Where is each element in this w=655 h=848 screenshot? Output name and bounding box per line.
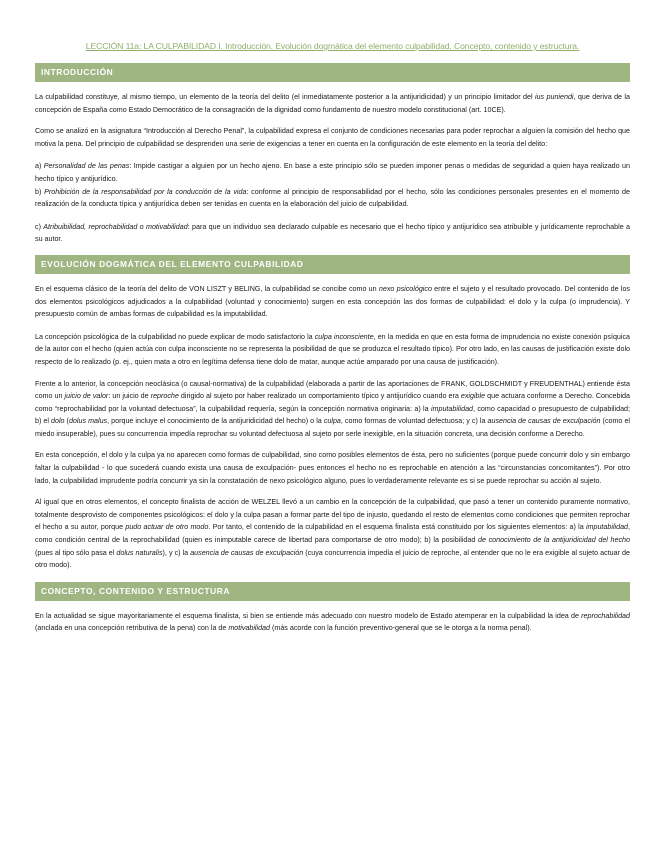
paragraph: La culpabilidad constituye, al mismo tiempo, un elemento de la teoría del delito (el inmediatamente posterior a la antijuridicidad) y un principio limitador del ius puniendi, que deriva de la concepción de España como Estado Democrático de la consagración de la dignidad como fundamento de nuestro modelo constitucional (art. 10CE). — [35, 93, 630, 114]
paragraph: Como se analizó en la asignatura “Introducción al Derecho Penal”, la culpabilidad expresa el conjunto de condiciones necesarias para poder reprochar a alguien la comisión del hecho que motiva la pena. Del principio de culpabilidad se desprenden una serie de exigencias a tener en cuenta en la configuración de este elemento en la teoría del delito: — [35, 127, 630, 148]
emphasis-text: juicio de valor — [64, 392, 109, 401]
emphasis-text: culpa inconsciente — [314, 332, 374, 341]
emphasis-text: dolus naturalis — [116, 548, 163, 557]
emphasis-text: exigible — [460, 392, 486, 401]
emphasis-text: Prohibición de la responsabilidad por la conducción de la vida — [44, 187, 247, 196]
emphasis-text: culpa — [323, 417, 341, 426]
emphasis-text: imputabilidad — [430, 404, 474, 413]
document-title: LECCIÓN 11a: LA CULPABILIDAD I. Introducción. Evolución dogmática del elemento culpabilidad. Concepto, contenido y estructura. — [85, 41, 580, 51]
paragraph: En esta concepción, el dolo y la culpa ya no aparecen como formas de culpabilidad, sino como posibles elementos de ésta, pero no suficientes (porque puede concurrir dolo y sin embargo faltar la culpabilidad - lo que sucederá cuando exista una causa de exculpación- pues entonces el hecho no es reprochable en atención a las “circunstancias concomitantes”). Por otro lado, la culpabilidad imprudente podría concurrir ya sin la constatación de nexo psicológico alguno, pues lo verdaderamente relevante es si se puede reprochar su acción al sujeto. — [35, 451, 630, 485]
section-heading: EVOLUCIÓN DOGMÁTICA DEL ELEMENTO CULPABILIDAD — [35, 255, 630, 274]
emphasis-text: pudo actuar de otro modo — [125, 523, 209, 532]
emphasis-text: dolus malus — [68, 417, 108, 426]
emphasis-text: reproche — [150, 392, 179, 401]
paragraph: a) Personalidad de las penas: Impide castigar a alguien por un hecho ajeno. En base a este principio sólo se pueden imponer penas o medidas de seguridad a quien haya realizado un hecho típico y antijurídico. b) Prohibición de la responsabilidad por la conducción de la vida: conforme al principio de responsabilidad por el hecho, sólo las condiciones personales presentes en el momento de realización de la conducta típica y antijurídica deben ser tenidas en cuenta en la elaboración del juicio de culpabilidad. — [35, 162, 630, 209]
emphasis-text: dolo — [51, 417, 65, 426]
section-heading: INTRODUCCIÓN — [35, 63, 630, 82]
emphasis-text: ius puniendi — [534, 93, 574, 101]
paragraph: La concepción psicológica de la culpabilidad no puede explicar de modo satisfactorio la culpa inconsciente, en la medida en que en esta forma de imprudencia no existe conexión psíquica de la autor con el hecho (quien actúa con culpa inconsciente no se representa la posibilidad de que se produzca el resultado típico). Por otro lado, en las causas de justificación existe dolo respecto de lo realizado (p. ej., quien mata a otro en legítima defensa tiene dolo de matar, aunque actúe amparado por una causa de justificación). — [35, 332, 631, 366]
section-heading: CONCEPTO, CONTENIDO Y ESTRUCTURA — [35, 582, 630, 601]
paragraph: En la actualidad se sigue mayoritariamente el esquema finalista, si bien se entiende más adecuado con nuestro modelo de Estado atemperar en la culpabilidad la idea de reprochabilidad (anclada en una concepción retributiva de la pena) con la de motivabilidad (más acorde con la función preventivo-general que se le otorga a la norma penal). — [35, 611, 630, 633]
emphasis-text: Personalidad de las penas — [43, 162, 130, 171]
emphasis-text: reprochabilidad — [581, 611, 630, 620]
paragraph: Al igual que en otros elementos, el concepto finalista de acción de WELZEL llevó a un cambio en la concepción de la culpabilidad, que pasó a tener un contenido puramente normativo, totalmente desprovisto de componentes psicológicos: el dolo y la culpa pasan a formar parte del tipo de injusto, quedando el resto de elementos como condiciones que permiten reprochar el hecho a su autor, porque pudo actuar de otro modo. Por tanto, el contenido de la culpabilidad en el esquema finalista está constituido por los siguientes elementos: a) la imputabilidad, como condición central de la reprochabilidad (quien es inimputable carece de libertad para comportarse de otro modo); b) la posibilidad de conocimiento de la antijuridicidad del hecho (pues al tipo sólo pasa el dolus naturalis), y c) la ausencia de causas de exculpación (cuya concurrencia impedía el juicio de reproche, al entender que no le era exigible al sujeto actuar de otro modo). — [35, 498, 631, 570]
paragraph: Frente a lo anterior, la concepción neoclásica (o causal-normativa) de la culpabilidad (elaborada a partir de las aportaciones de FRANK, GOLDSCHMIDT y FREUDENTHAL) entiende ésta como un juicio de valor: un juicio de reproche dirigido al sujeto por haber realizado un comportamiento típico y antijurídico cuando era exigible que actuara conforme a Derecho. Concebida como “reprochabilidad por la voluntad defectuosa”, la culpabilidad requería, según la concepción normativa originaria: a) la imputabilidad, como capacidad o presupuesto de culpabilidad; b) el dolo (dolus malus, porque incluye el conocimiento de la antijuridicidad del hecho) o la culpa, como formas de voluntad defectuosa; y c) la ausencia de causas de exculpación (como el miedo insuperable), pues su concurrencia impedía reprochar su voluntad defectuosa al sujeto por serle inexigible, en la situación concreta, una decisión conforme a Derecho. — [35, 379, 631, 438]
emphasis-text: ausencia de causas de exculpación — [190, 548, 304, 557]
emphasis-text: Atribuibilidad, reprochabilidad o motivabilidad — [43, 222, 188, 231]
emphasis-text: motivabilidad — [228, 624, 271, 633]
emphasis-text: de conocimiento de la antijuridicidad del hecho — [477, 536, 630, 545]
document-body — [35, 63, 630, 635]
emphasis-text: nexo psicológico — [378, 284, 432, 293]
emphasis-text: imputabilidad — [585, 523, 629, 532]
paragraph: c) Atribuibilidad, reprochabilidad o motivabilidad: para que un individuo sea declarado culpable es necesario que el hecho típico y antijurídico sea atribuible y jurídicamente reprochable a su autor. — [35, 222, 630, 244]
emphasis-text: ausencia de causas de exculpación — [487, 417, 601, 426]
paragraph: En el esquema clásico de la teoría del delito de VON LISZT y BELING, la culpabilidad se concibe como un nexo psicológico entre el sujeto y el resultado provocado. Del contenido de los dos elementos psicológicos adjudicados a la culpabilidad (voluntad y conocimiento) surgen en esta concepción las dos formas de culpabilidad: el dolo y la culpa (o imprudencia). Y presupuesto común de ambas formas de culpabilidad es la imputabilidad. — [35, 284, 630, 319]
